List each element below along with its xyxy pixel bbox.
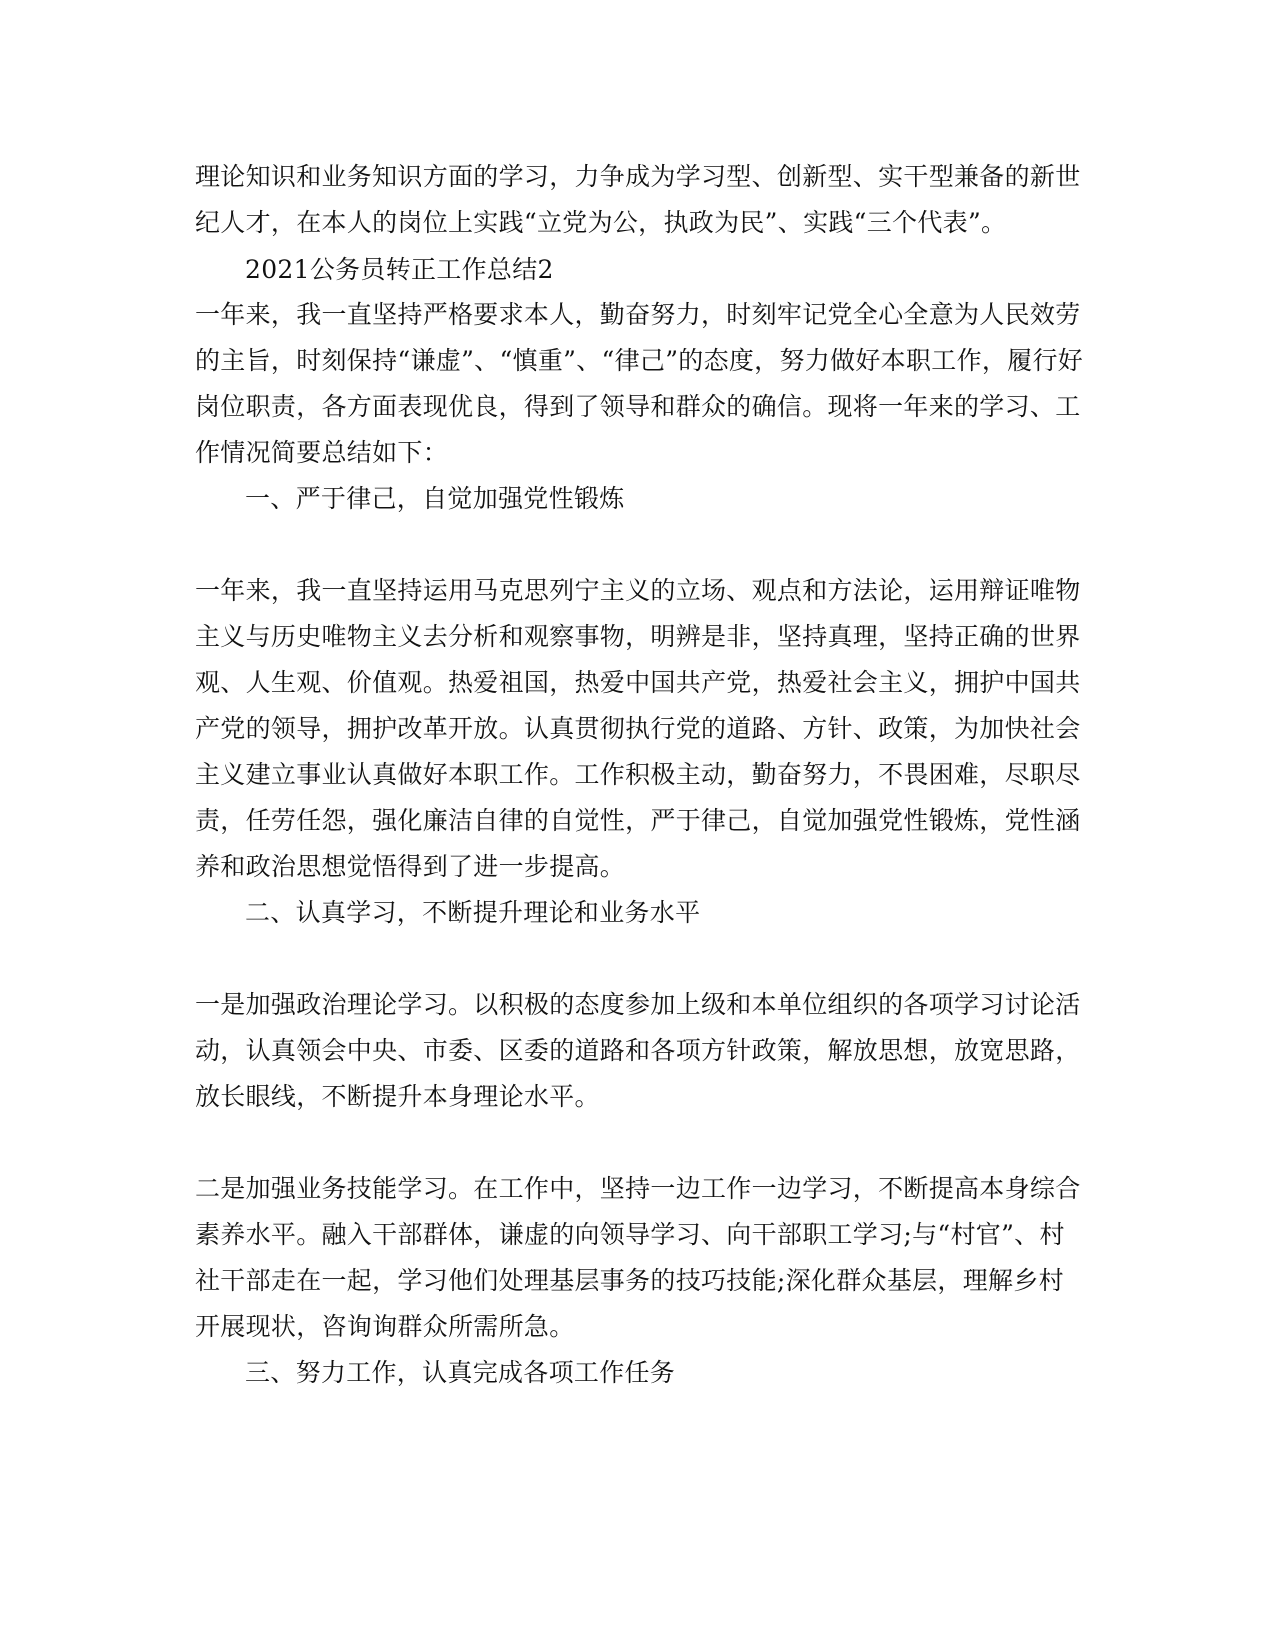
section-title: 2021公务员转正工作总结2 bbox=[245, 255, 554, 284]
body-line: 一是加强政治理论学习。以积极的态度参加上级和本单位组织的各项学习讨论活 bbox=[195, 990, 1081, 1019]
body-line: 责，任劳任怨，强化廉洁自律的自觉性，严于律己，自觉加强党性锻炼，党性涵 bbox=[195, 806, 1081, 835]
body-line: 主义建立事业认真做好本职工作。工作积极主动，勤奋努力，不畏困难，尽职尽 bbox=[195, 760, 1081, 789]
body-line: 作情况简要总结如下： bbox=[195, 438, 449, 467]
body-line: 岗位职责，各方面表现优良，得到了领导和群众的确信。现将一年来的学习、工 bbox=[195, 392, 1081, 421]
section-heading: 三、努力工作，认真完成各项工作任务 bbox=[245, 1358, 676, 1387]
body-line: 开展现状，咨询询群众所需所急。 bbox=[195, 1312, 575, 1341]
body-line: 素养水平。融入干部群体，谦虚的向领导学习、向干部职工学习;与“村官”、村 bbox=[195, 1220, 1065, 1249]
body-line: 动，认真领会中央、市委、区委的道路和各项方针政策，解放思想，放宽思路， bbox=[195, 1036, 1081, 1065]
body-line: 产党的领导，拥护改革开放。认真贯彻执行党的道路、方针、政策，为加快社会 bbox=[195, 714, 1081, 743]
section-heading: 一、严于律己，自觉加强党性锻炼 bbox=[245, 484, 625, 513]
body-line: 社干部走在一起，学习他们处理基层事务的技巧技能;深化群众基层，理解乡村 bbox=[195, 1266, 1064, 1295]
body-line: 养和政治思想觉悟得到了进一步提高。 bbox=[195, 852, 626, 881]
body-line: 主义与历史唯物主义去分析和观察事物，明辨是非，坚持真理，坚持正确的世界 bbox=[195, 622, 1081, 651]
body-line: 一年来，我一直坚持运用马克思列宁主义的立场、观点和方法论，运用辩证唯物 bbox=[195, 576, 1081, 605]
body-line: 理论知识和业务知识方面的学习，力争成为学习型、创新型、实干型兼备的新世 bbox=[195, 162, 1081, 191]
body-line: 的主旨，时刻保持“谦虚”、“慎重”、“律己”的态度，努力做好本职工作，履行好 bbox=[195, 346, 1084, 375]
body-line: 观、人生观、价值观。热爱祖国，热爱中国共产党，热爱社会主义，拥护中国共 bbox=[195, 668, 1081, 697]
body-line: 一年来，我一直坚持严格要求本人，勤奋努力，时刻牢记党全心全意为人民效劳 bbox=[195, 300, 1081, 329]
body-line: 二是加强业务技能学习。在工作中，坚持一边工作一边学习，不断提高本身综合 bbox=[195, 1174, 1081, 1203]
section-heading: 二、认真学习，不断提升理论和业务水平 bbox=[245, 898, 701, 927]
body-line: 纪人才，在本人的岗位上实践“立党为公，执政为民”、实践“三个代表”。 bbox=[195, 208, 1007, 237]
body-line: 放长眼线，不断提升本身理论水平。 bbox=[195, 1082, 600, 1111]
